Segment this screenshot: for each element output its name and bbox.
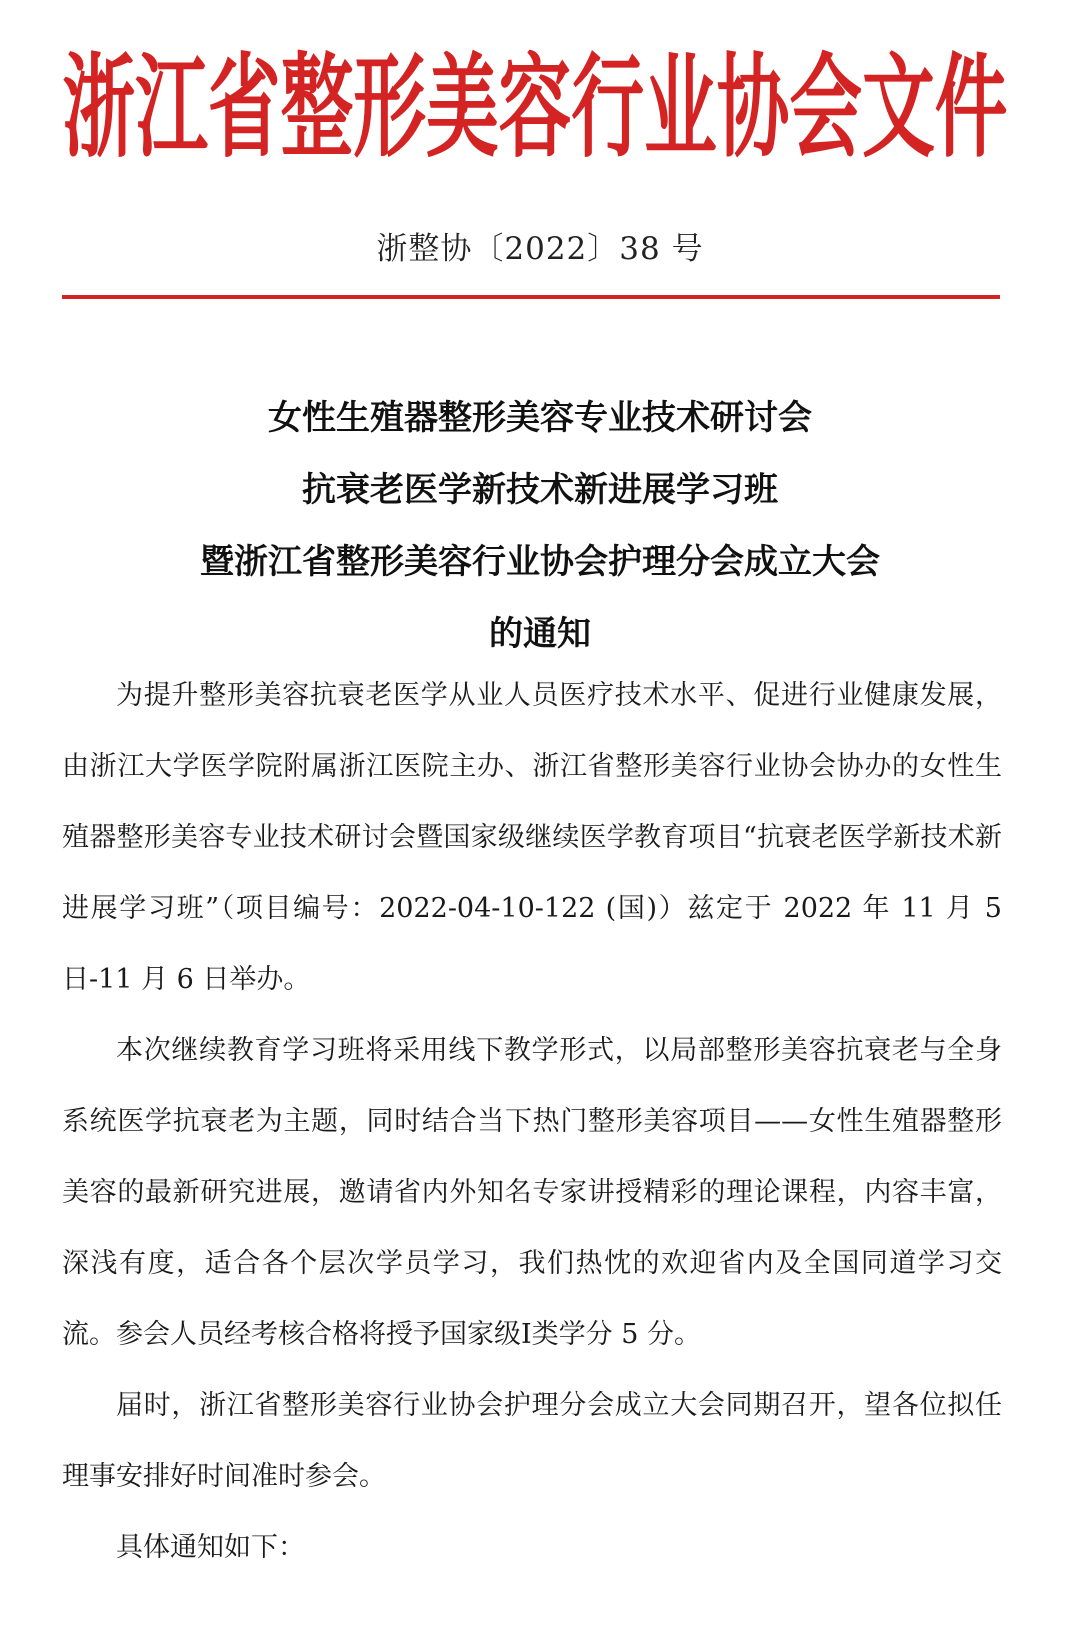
header-title-graphic xyxy=(55,18,1015,178)
body-paragraph: 本次继续教育学习班将采用线下教学形式，以局部整形美容抗衰老与全身系统医学抗衰老为主题，同时结合当下热门整形美容项目——女性生殖器整形美容的最新研究进展，邀请省内外知名专家讲授精彩的理论课程，内容丰富，深浅有度，适合各个层次学员学习，我们热忱的欢迎省内及全国同道学习交流。参会人员经考核合格将授予国家级Ⅰ类学分 5 分。 xyxy=(62,1035,1002,1350)
red-divider-rule xyxy=(62,295,1000,299)
body-paragraph: 届时，浙江省整形美容行业协会护理分会成立大会同期召开，望各位拟任理事安排好时间准时参会。 xyxy=(62,1390,1002,1492)
document-number: 浙整协〔2022〕38 号 xyxy=(376,231,704,267)
notice-title xyxy=(0,382,1080,670)
body-paragraph: 具体通知如下： xyxy=(116,1532,305,1563)
notice-title-line: 暨浙江省整形美容行业协会护理分会成立大会 xyxy=(200,542,880,582)
notice-title-line: 抗衰老医学新技术新进展学习班 xyxy=(302,470,778,510)
notice-title-line: 的通知 xyxy=(489,614,591,654)
notice-body xyxy=(62,660,1002,1583)
notice-title-line: 女性生殖器整形美容专业技术研讨会 xyxy=(268,398,812,438)
body-paragraph: 为提升整形美容抗衰老医学从业人员医疗技术水平、促进行业健康发展，由浙江大学医学院附属浙江医院主办、浙江省整形美容行业协会协办的女性生殖器整形美容专业技术研讨会暨国家级继续医学教育项目“抗衰老医学新技术新进展学习班”（项目编号：2022-04-10-122 (国)）兹定于 2022 年 11 月 5 日-11 月 6 日举办。 xyxy=(62,680,1002,995)
document-header-title xyxy=(55,18,1015,178)
header-title-text: 浙江省整形美容行业协会文件 xyxy=(62,43,1008,173)
